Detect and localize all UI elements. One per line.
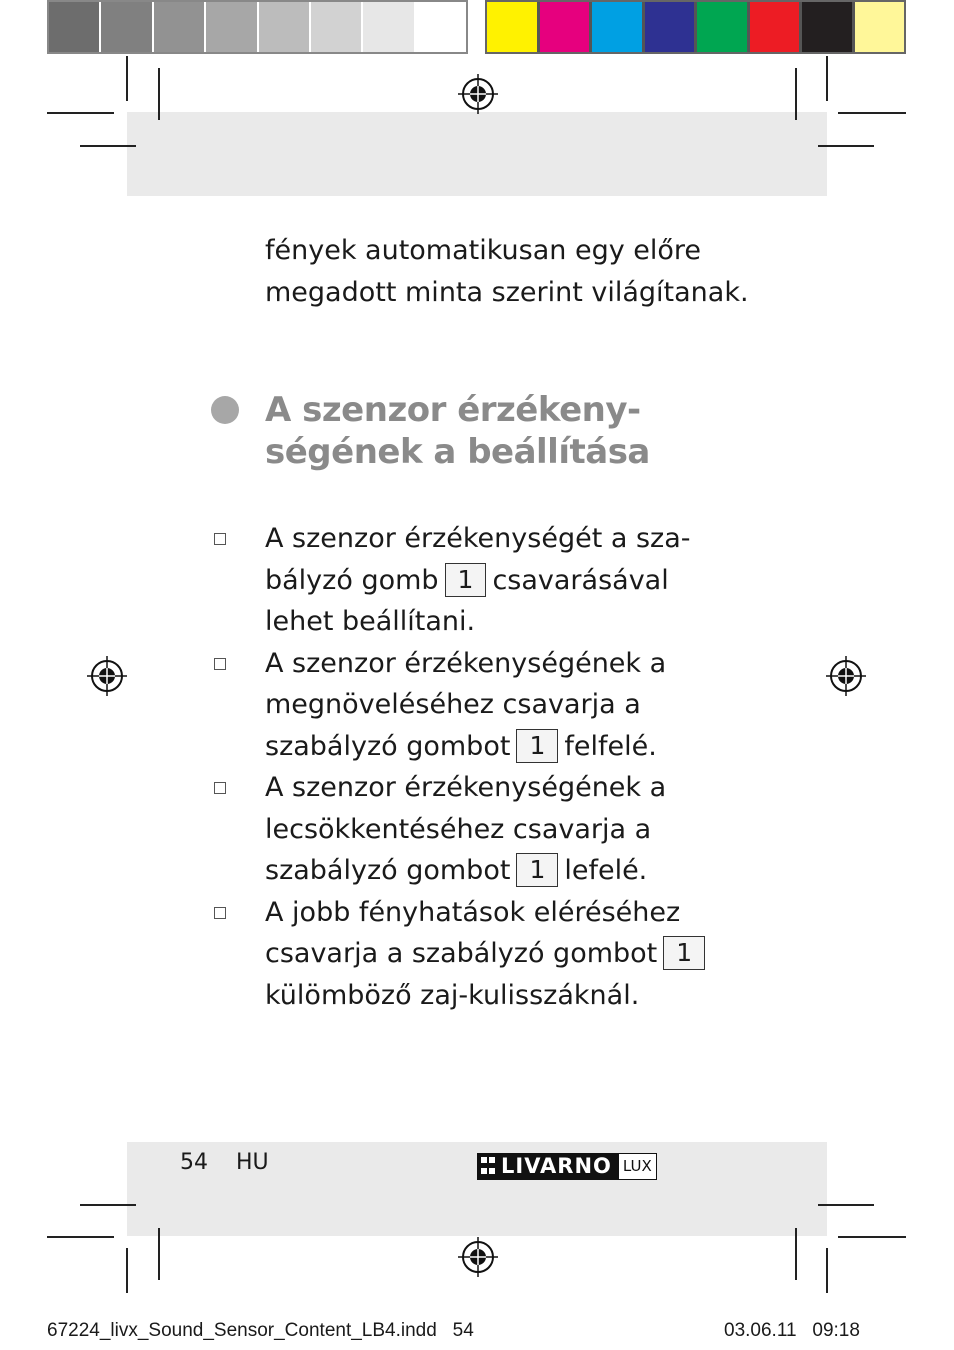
registration-mark-icon [458,74,498,114]
crop-mark [826,56,828,101]
step-line [265,933,830,975]
steps-list [210,518,830,1016]
heading-line: ségének a beállítása [265,432,650,472]
list-item [210,518,830,643]
color-swatch [645,2,695,52]
step-line [265,726,830,768]
color-bar [485,0,906,54]
heading-line: A szenzor érzékeny- [265,390,641,430]
checkbox-square-icon [214,782,226,794]
step-line: A szenzor érzékenységét a sza- [265,523,691,554]
crop-mark [826,1248,828,1293]
crop-mark [80,1204,136,1206]
reference-number: 1 [445,563,487,597]
list-item [210,767,830,892]
brand-name: LIVARNO [499,1153,618,1180]
step-text: lefelé. [564,855,648,886]
checkbox-square-icon [214,533,226,545]
step-line: A szenzor érzékenységének a [265,647,667,679]
step-line: megnöveléséhez csavarja a [265,689,641,720]
step-line: A jobb fényhatások eléréséhez [265,896,681,928]
intro-line: fények automatikusan egy előre [265,235,702,266]
step-text: bályzó gomb [265,564,439,596]
crop-mark [818,1204,874,1206]
checkbox-square-icon [214,907,226,919]
gray-swatch [311,2,363,52]
crop-mark [126,1248,128,1293]
step-line: külömböző zaj-kulisszáknál. [265,979,640,1011]
registration-mark-icon [826,656,866,696]
gray-swatch [259,2,311,52]
color-swatch [487,2,537,52]
crop-mark [80,145,136,147]
step-line: lecsökkentéséhez csavarja a [265,813,652,845]
step-text: felfelé. [564,730,657,762]
step-text: szabályzó gombot [265,855,511,886]
intro-line: megadott minta szerint világítanak. [265,277,749,308]
color-swatch [855,2,905,52]
brand-logo [477,1153,657,1180]
crop-mark [838,1236,906,1238]
brand-sub: LUX [618,1153,657,1180]
step-line [265,850,830,892]
reference-number: 1 [516,853,558,887]
crop-mark [158,68,160,120]
crop-mark [838,112,906,114]
crop-mark [126,56,128,101]
header-band [127,112,827,196]
file-slug: 67224_livx_Sound_Sensor_Content_LB4.indd 54 [47,1320,474,1341]
gray-swatch [363,2,415,52]
crop-mark [47,112,114,114]
crop-mark [795,68,797,120]
color-swatch [540,2,590,52]
gray-swatch [154,2,206,52]
crop-mark [158,1228,160,1280]
step-line: lehet beállítani. [265,606,476,637]
list-item [210,643,830,768]
step-text: csavarásával [492,564,669,596]
reference-number: 1 [516,729,558,763]
reference-number: 1 [663,936,705,970]
list-item [210,892,830,1017]
step-line: A szenzor érzékenységének a [265,772,667,803]
color-swatch [592,2,642,52]
registration-mark-icon [87,656,127,696]
file-timestamp: 03.06.11 09:18 [724,1320,860,1341]
crop-mark [795,1228,797,1280]
color-swatch [750,2,800,52]
step-text: szabályzó gombot [265,730,511,762]
step-line [265,560,830,602]
registration-mark-icon [458,1237,498,1277]
color-swatch [697,2,747,52]
gray-swatch [101,2,153,52]
grayscale-bar [47,0,468,54]
intro-paragraph [265,230,825,314]
gray-swatch [416,2,466,52]
page-number: 54 [180,1150,208,1175]
color-swatch [802,2,852,52]
gray-swatch [49,2,101,52]
crop-mark [818,145,874,147]
section-heading [265,389,825,473]
logo-squares-icon [477,1153,499,1180]
heading-bullet-icon [211,396,239,424]
language-code: HU [236,1150,269,1175]
step-text: csavarja a szabályzó gombot [265,938,658,969]
gray-swatch [206,2,258,52]
crop-mark [47,1236,114,1238]
checkbox-square-icon [214,658,226,670]
